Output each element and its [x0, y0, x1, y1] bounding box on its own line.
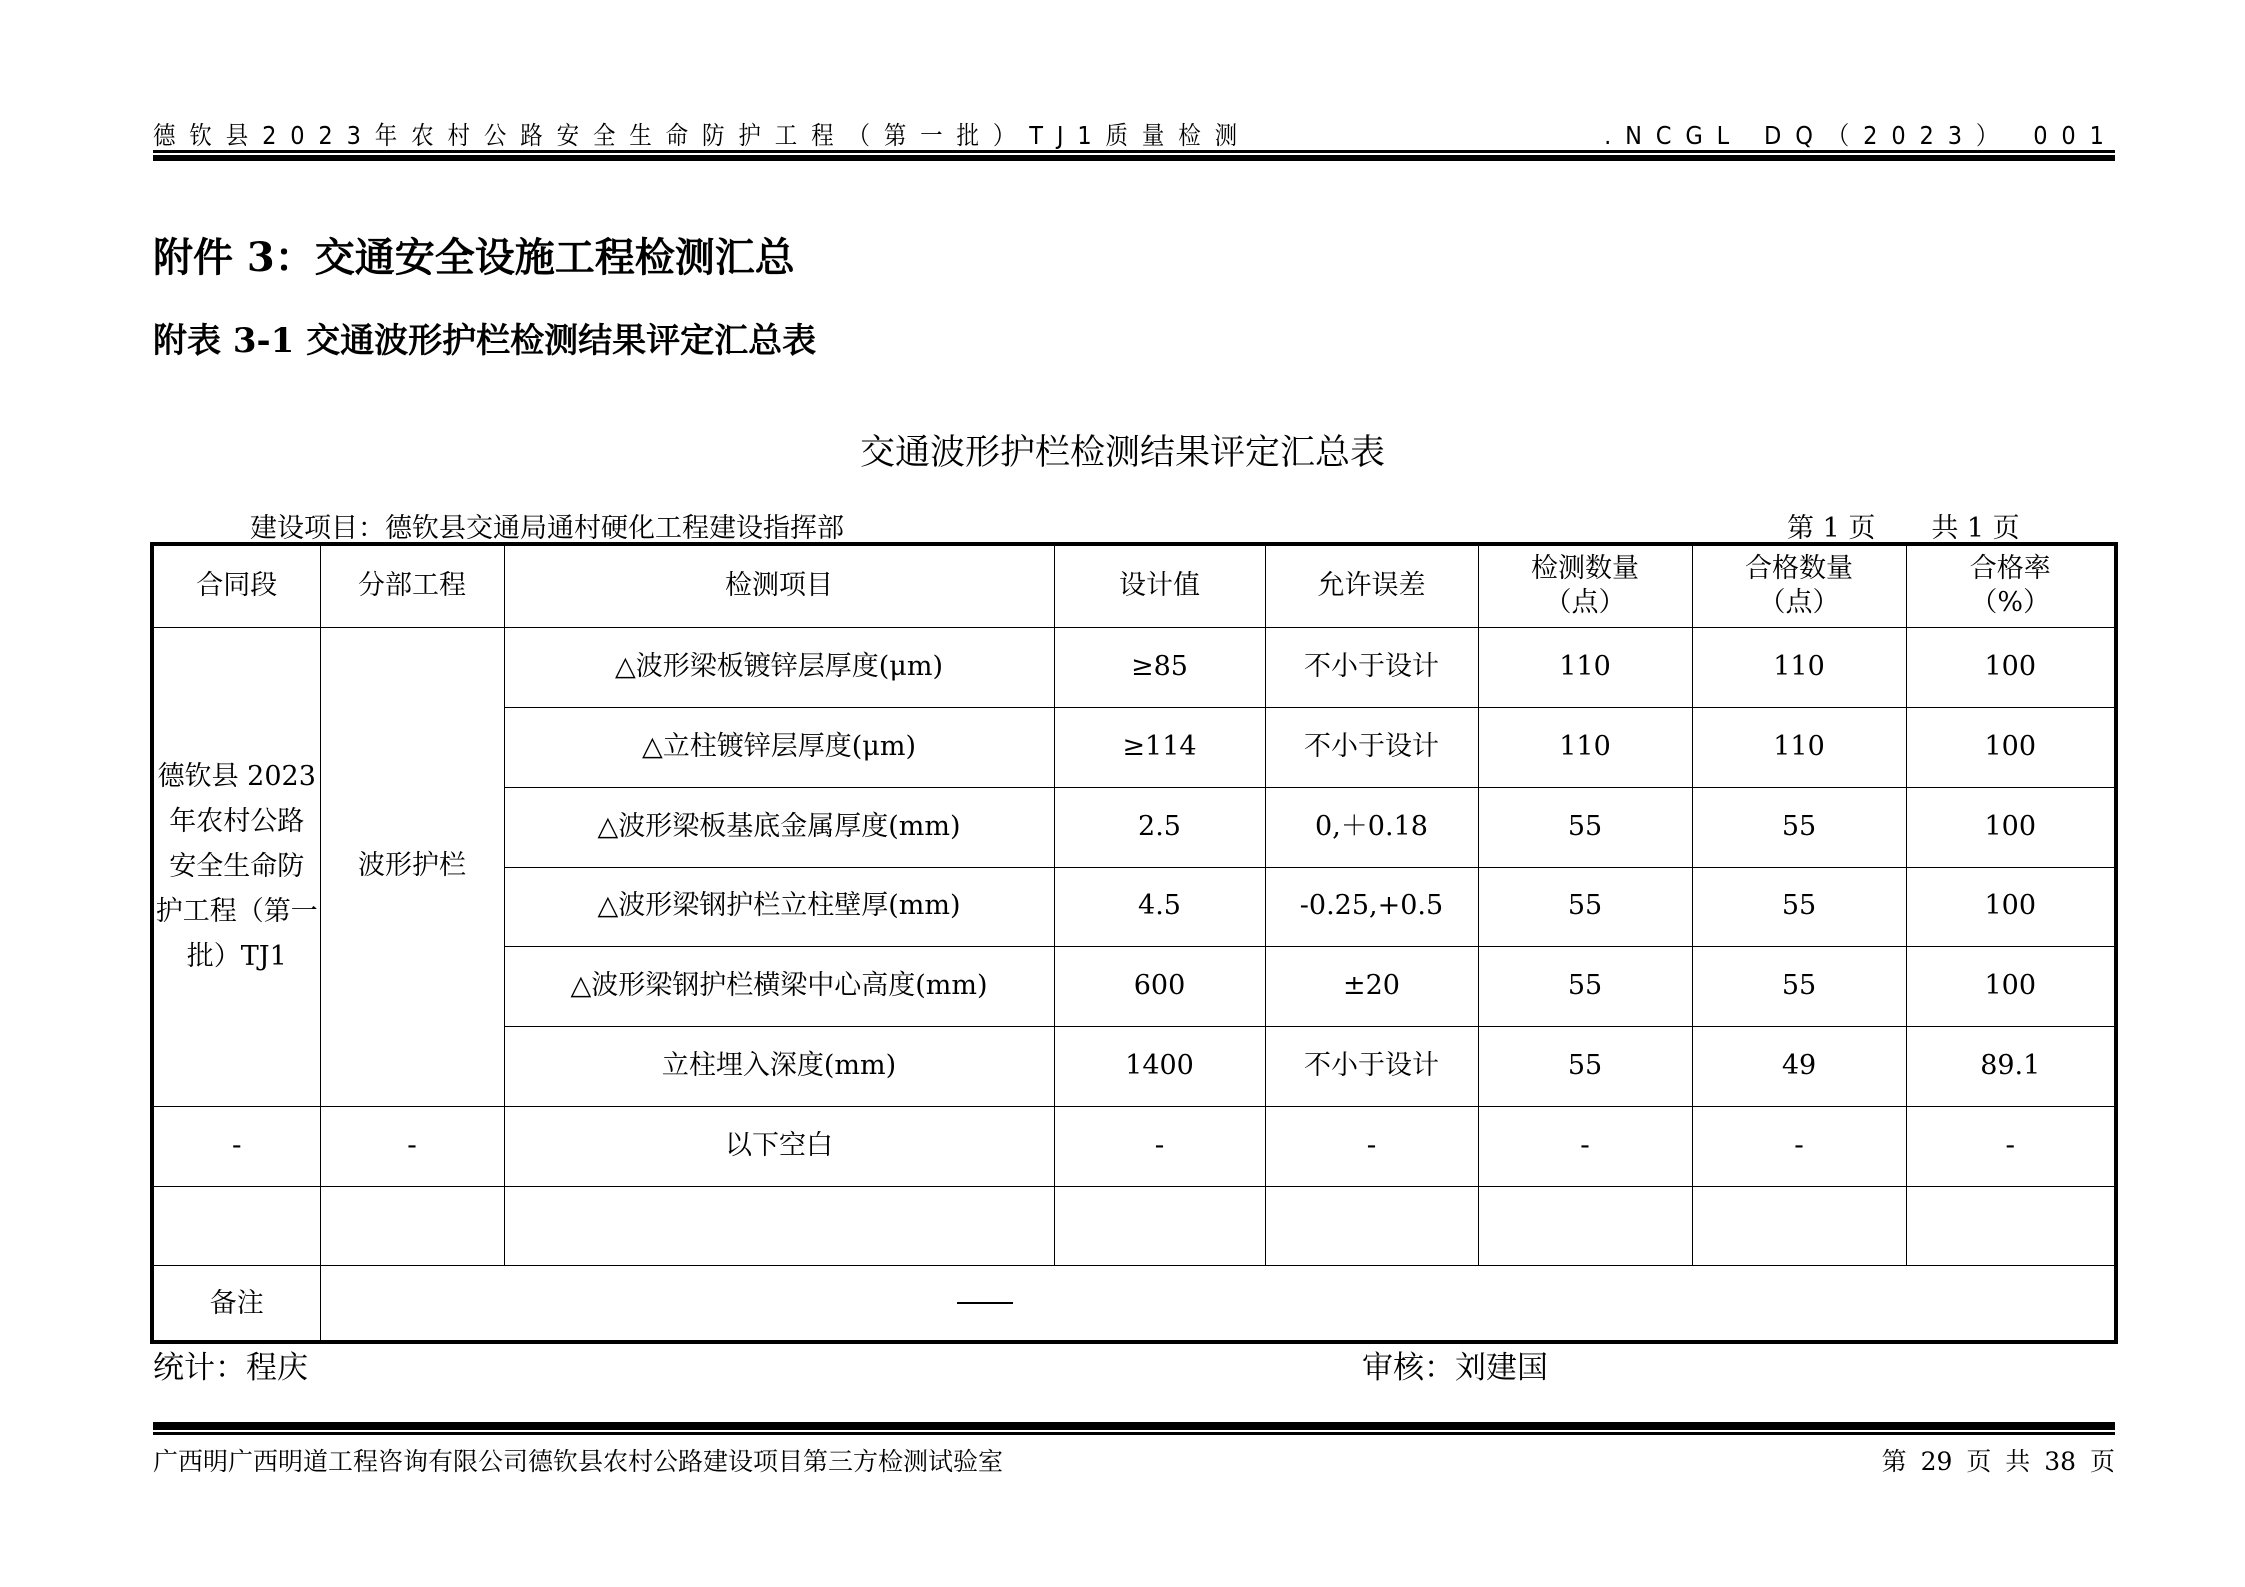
- reviewer-signature: 审核：刘建国: [1362, 1350, 1548, 1386]
- rate-cell: 100: [1906, 946, 2114, 1026]
- col-header-tolerance: 允许误差: [1265, 546, 1478, 627]
- design-cell: ≥85: [1054, 627, 1265, 707]
- project-name: 建设项目：德钦县交通局通村硬化工程建设指挥部: [250, 513, 844, 544]
- tolerance-cell: 不小于设计: [1265, 627, 1478, 707]
- item-cell: 以下空白: [504, 1106, 1054, 1186]
- running-header-code: .NCGL DQ（2023） 001: [1604, 121, 2118, 150]
- passed-cell: -: [1692, 1106, 1906, 1186]
- footer-page-number: 第 29 页 共 38 页: [1881, 1447, 2115, 1476]
- tested-cell: 55: [1478, 1026, 1692, 1106]
- tested-cell: 55: [1478, 946, 1692, 1026]
- tolerance-cell: -: [1265, 1106, 1478, 1186]
- passed-cell: 49: [1692, 1026, 1906, 1106]
- table-header-row: [154, 546, 2114, 627]
- empty-row: [154, 1186, 2114, 1265]
- tested-cell: 110: [1478, 707, 1692, 787]
- empty-cell: [1906, 1186, 2114, 1265]
- remark-label: 备注: [154, 1265, 320, 1344]
- statistician-signature: 统计：程庆: [153, 1350, 308, 1386]
- table-page-current: 第 1 页: [1787, 513, 1876, 544]
- passed-cell: 55: [1692, 787, 1906, 867]
- tolerance-cell: -0.25,+0.5: [1265, 867, 1478, 946]
- col-header-rate: 合格率 （%）: [1906, 546, 2114, 627]
- division-cell: -: [320, 1106, 504, 1186]
- passed-cell: 110: [1692, 627, 1906, 707]
- rate-cell: 100: [1906, 787, 2114, 867]
- summary-table: [150, 542, 2118, 1344]
- design-cell: 4.5: [1054, 867, 1265, 946]
- rate-cell: 100: [1906, 707, 2114, 787]
- item-cell: △波形梁钢护栏横梁中心高度(mm): [504, 946, 1054, 1026]
- tested-cell: 55: [1478, 787, 1692, 867]
- item-cell: △波形梁板镀锌层厚度(μm): [504, 627, 1054, 707]
- header-rule-thick: [153, 155, 2115, 161]
- col-header-division: 分部工程: [320, 546, 504, 627]
- tolerance-cell: 不小于设计: [1265, 707, 1478, 787]
- blank-marker-row: [154, 1106, 2114, 1186]
- col-header-design: 设计值: [1054, 546, 1265, 627]
- contract-cell: 德钦县 2023 年农村公路 安全生命防 护工程（第一 批）TJ1: [154, 627, 320, 1106]
- rate-cell: 100: [1906, 867, 2114, 946]
- attachment-heading: 附件 3：交通安全设施工程检测汇总: [153, 234, 795, 281]
- item-cell: △波形梁钢护栏立柱壁厚(mm): [504, 867, 1054, 946]
- rate-cell: 100: [1906, 627, 2114, 707]
- footer-rule-thick: [153, 1422, 2115, 1430]
- empty-cell: [504, 1186, 1054, 1265]
- design-cell: -: [1054, 1106, 1265, 1186]
- passed-cell: 55: [1692, 946, 1906, 1026]
- item-cell: △波形梁板基底金属厚度(mm): [504, 787, 1054, 867]
- col-header-passed: 合格数量 （点）: [1692, 546, 1906, 627]
- table-row: [154, 627, 2114, 707]
- tested-cell: -: [1478, 1106, 1692, 1186]
- rate-cell: -: [1906, 1106, 2114, 1186]
- item-cell: △立柱镀锌层厚度(μm): [504, 707, 1054, 787]
- rate-cell: 89.1: [1906, 1026, 2114, 1106]
- remark-row: [154, 1265, 2114, 1344]
- running-header-title: 德钦县2023年农村公路安全生命防护工程（第一批）TJ1质量检测: [153, 121, 1251, 150]
- table-page-total: 共 1 页: [1931, 513, 2020, 544]
- empty-cell: [1478, 1186, 1692, 1265]
- empty-cell: [1692, 1186, 1906, 1265]
- header-rule-thin: [153, 150, 2115, 153]
- footer-organization: 广西明广西明道工程咨询有限公司德钦县农村公路建设项目第三方检测试验室: [153, 1447, 1004, 1476]
- col-header-tested: 检测数量 （点）: [1478, 546, 1692, 627]
- design-cell: ≥114: [1054, 707, 1265, 787]
- empty-cell: [154, 1186, 320, 1265]
- tolerance-cell: 0,＋0.18: [1265, 787, 1478, 867]
- passed-cell: 110: [1692, 707, 1906, 787]
- subtable-heading: 附表 3-1 交通波形护栏检测结果评定汇总表: [153, 321, 817, 361]
- empty-cell: [1265, 1186, 1478, 1265]
- contract-cell: -: [154, 1106, 320, 1186]
- passed-cell: 55: [1692, 867, 1906, 946]
- remark-dash: [957, 1302, 1013, 1304]
- col-header-contract: 合同段: [154, 546, 320, 627]
- design-cell: 1400: [1054, 1026, 1265, 1106]
- tested-cell: 110: [1478, 627, 1692, 707]
- design-cell: 2.5: [1054, 787, 1265, 867]
- empty-cell: [1054, 1186, 1265, 1265]
- design-cell: 600: [1054, 946, 1265, 1026]
- tolerance-cell: ±20: [1265, 946, 1478, 1026]
- item-cell: 立柱埋入深度(mm): [504, 1026, 1054, 1106]
- division-cell: 波形护栏: [320, 627, 504, 1106]
- tested-cell: 55: [1478, 867, 1692, 946]
- empty-cell: [320, 1186, 504, 1265]
- tolerance-cell: 不小于设计: [1265, 1026, 1478, 1106]
- footer-rule-thin: [153, 1432, 2115, 1435]
- table-page-indicator: [1787, 506, 2020, 545]
- remark-value-cell: [320, 1265, 2114, 1344]
- col-header-item: 检测项目: [504, 546, 1054, 627]
- table-title: 交通波形护栏检测结果评定汇总表: [859, 433, 1385, 473]
